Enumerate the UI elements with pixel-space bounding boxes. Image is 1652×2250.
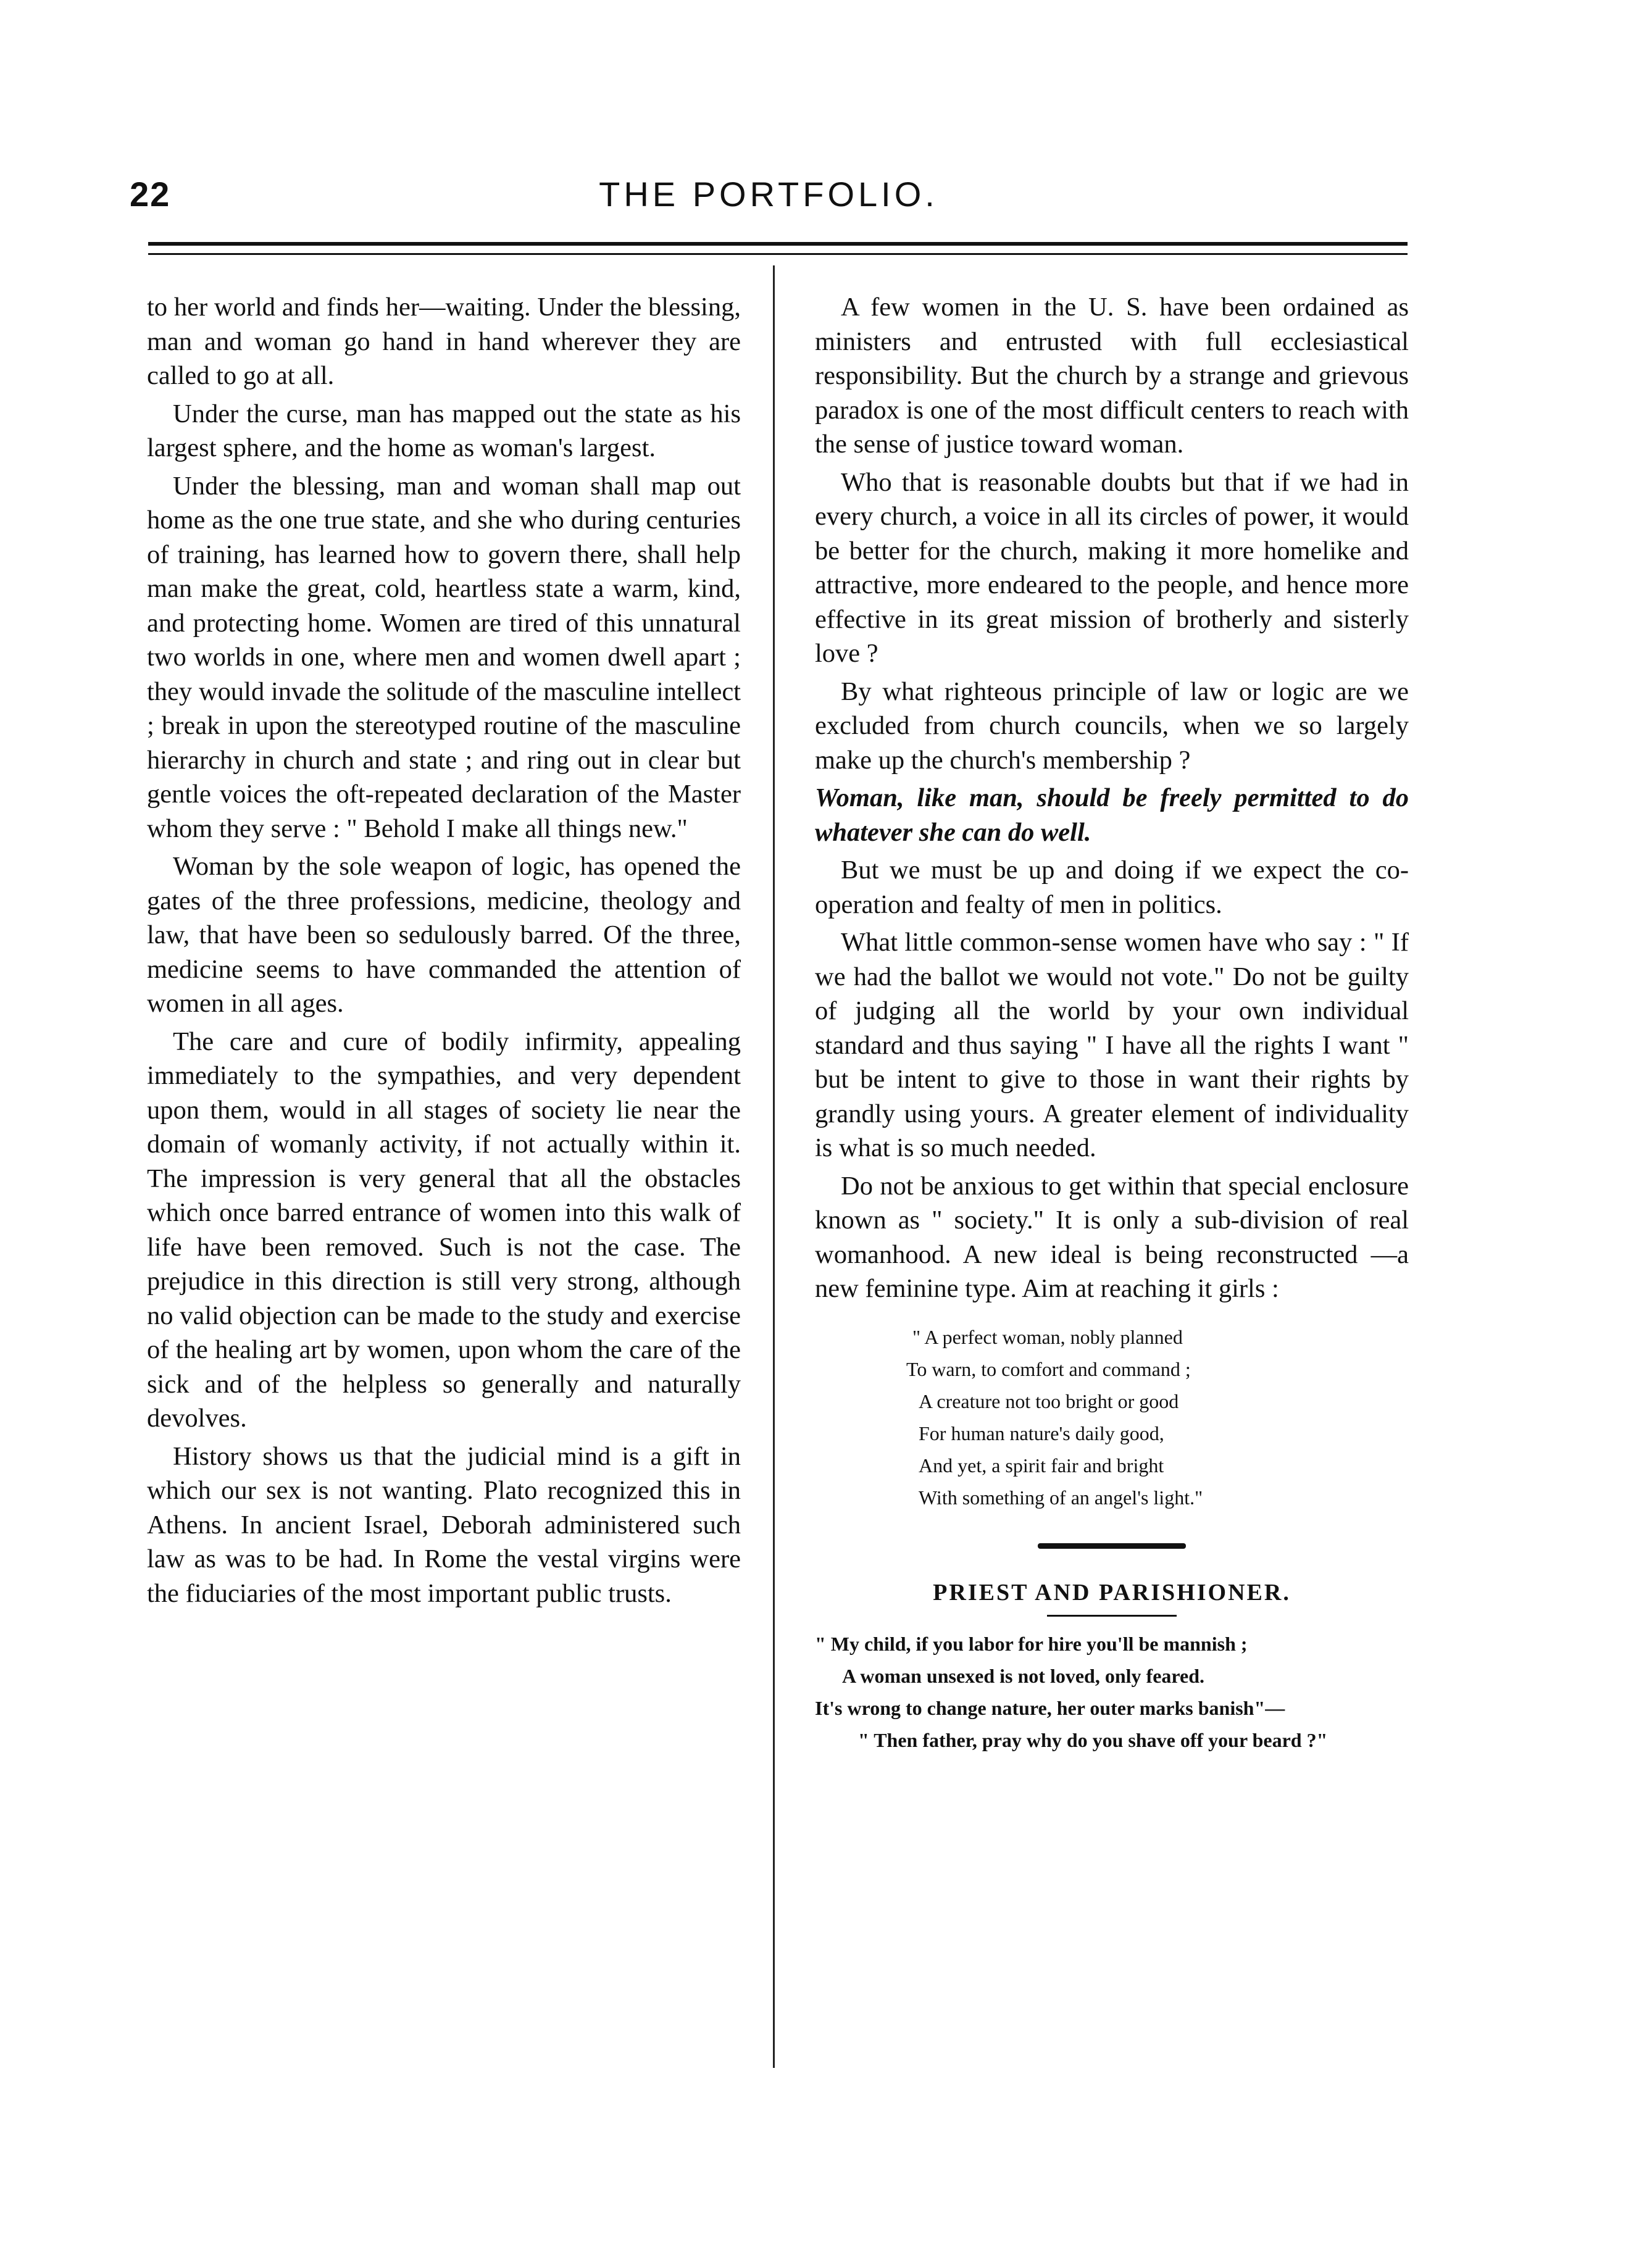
paragraph: History shows us that the judicial mind is a gift in which our sex is not wanting. Plato recognized this in Athens. In ancient Israel, Deborah administered such law as was to be had. In Rome the vestal virgins were the fiduciaries of the most important public trusts. <box>147 1441 741 1608</box>
journal-title: THE PORTFOLIO. <box>599 175 938 214</box>
poem-line: For human nature's daily good, <box>919 1422 1164 1444</box>
section-separator <box>1038 1543 1186 1549</box>
paragraph: to her world and finds her—waiting. Under the blessing, man and woman go hand in hand wherever they are called to go at all. <box>147 293 741 390</box>
verse-line: " Then father, pray why do you shave off your beard ?" <box>858 1729 1328 1751</box>
column-divider <box>773 265 775 2068</box>
paragraph: But we must be up and doing if we expect the co-operation and fealty of men in politics. <box>815 856 1409 919</box>
poem-quote <box>815 1321 1409 1514</box>
page-number: 22 <box>130 175 171 214</box>
paragraph: A few women in the U. S. have been ordained as ministers and entrusted with full ecclesiastical responsibility. But the church by a strange and grievous paradox is one of the most difficult centers to reach with the sense of justice toward woman. <box>815 293 1409 459</box>
paragraph: By what righteous principle of law or logic are we excluded from church councils, when we so largely make up the church's membership ? <box>815 677 1409 775</box>
paragraph: Who that is reasonable doubts but that if we had in every church, a voice in all its circles of power, it would be better for the church, making it more homelike and attractive, more endeared to the people, and hence more effective in its great mission of brotherly and sisterly love ? <box>815 467 1409 668</box>
verse-line: It's wrong to change nature, her outer marks banish"— <box>815 1697 1285 1719</box>
header-rule-thin <box>148 253 1408 255</box>
paragraph: Do not be anxious to get within that special enclosure known as " society." It is only a sub-division of real womanhood. A new ideal is being reconstructed —a new feminine type. Aim at reaching it girls : <box>815 1171 1409 1303</box>
italic-paragraph: Woman, like man, should be freely permitted to do whatever she can do well. <box>815 783 1409 847</box>
paragraph: The care and cure of bodily infirmity, appealing immediately to the sympathies, and very dependent upon them, would in all stages of society lie near the domain of womanly activity, if not actually within it. The impression is very general that all the obstacles which once barred entrance of women into this walk of life have been removed. Such is not the case. The prejudice in this direction is still very strong, although no valid objection can be made to the study and exercise of the healing art by women, upon whom the care of the sick and of the helpless so generally and naturally devolves. <box>147 1027 741 1433</box>
paragraph: What little common-sense women have who say : " If we had the ballot we would not vote." Do not be guilty of judging all the world by your own individual standard and thus saying " I have all the rights I want " but be intent to give to those in want their rights by grandly using yours. A greater element of individuality is what is so much needed. <box>815 928 1409 1162</box>
page-header <box>130 174 1408 230</box>
paragraph: Woman by the sole weapon of logic, has opened the gates of the three professions, medicine, theology and law, that have been so sedulously barred. Of the three, medicine seems to have commanded the attention of women in all ages. <box>147 852 741 1018</box>
verse-line: " My child, if you labor for hire you'll be mannish ; <box>815 1633 1248 1655</box>
poem-line: With something of an angel's light." <box>919 1486 1203 1509</box>
poem-line: To warn, to comfort and command ; <box>906 1357 1191 1380</box>
section-title: PRIEST AND PARISHIONER. <box>933 1579 1291 1606</box>
header-rule-thick <box>148 242 1408 246</box>
paragraph: Under the curse, man has mapped out the state as his largest sphere, and the home as woman's largest. <box>147 399 741 462</box>
right-column <box>815 290 1409 1756</box>
poem-line: And yet, a spirit fair and bright <box>919 1454 1164 1477</box>
verse-line: A woman unsexed is not loved, only feared. <box>842 1665 1205 1687</box>
paragraph: Under the blessing, man and woman shall map out home as the one true state, and she who during centuries of training, has learned how to govern there, shall help man make the great, cold, heartless state a warm, kind, and protecting home. Women are tired of this unnatural two worlds in one, where men and women dwell apart ; they would invade the solitude of the masculine intellect ; break in upon the stereotyped routine of the masculine hierarchy in church and state ; and ring out in clear but gentle voices the oft-repeated declaration of the Master whom they serve : " Behold I make all things new." <box>147 471 741 843</box>
poem-line: A creature not too bright or good <box>919 1390 1179 1412</box>
poem-line: " A perfect woman, nobly planned <box>912 1325 1183 1348</box>
left-column <box>147 290 741 1614</box>
section-rule <box>1047 1615 1177 1617</box>
verse <box>815 1628 1409 1756</box>
